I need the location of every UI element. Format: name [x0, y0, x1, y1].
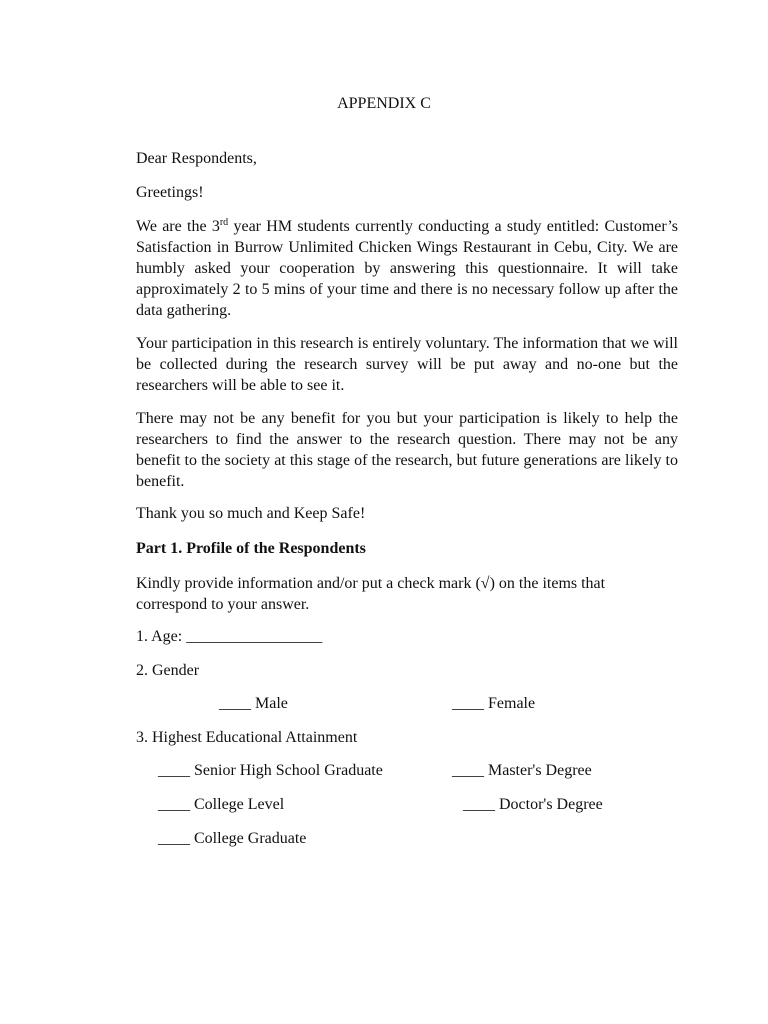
- option-college-level: ____ College Level: [158, 796, 285, 813]
- question-gender: 2. Gender: [136, 662, 200, 679]
- benefit-paragraph: There may not be any benefit for you but your participation is likely to help the researchers to find the answer to the research question. There may not be any benefit to the society at this stage of the research, but future generations are likely to benefit.: [136, 410, 678, 490]
- participation-paragraph: Your participation in this research is entirely voluntary. The information that we will be collected during the research survey will be put away and no-one but the researchers will be able to see it.: [136, 335, 678, 394]
- greeting: Greetings!: [136, 184, 204, 201]
- question-age: 1. Age: _________________: [136, 628, 323, 645]
- salutation: Dear Respondents,: [136, 150, 257, 167]
- appendix-title: APPENDIX C: [337, 95, 431, 112]
- ordinal-superscript: rd: [219, 217, 229, 228]
- intro-paragraph: We are the 3rd year HM students currently conducting a study entitled: Customer’s Satisfaction in Burrow Unlimited Chicken Wings Restaurant in Cebu, City. We are humbly asked your cooperation by answering this questionnaire. It will take approximately 2 to 5 mins of your time and there is no necessary follow up after the data gathering.: [136, 217, 678, 319]
- part1-instruction: Kindly provide information and/or put a check mark (√) on the items that correspond to your answer.: [136, 575, 606, 613]
- option-doctors: ____ Doctor's Degree: [463, 796, 603, 813]
- option-female: ____ Female: [452, 695, 536, 712]
- question-education: 3. Highest Educational Attainment: [136, 729, 358, 746]
- option-college-graduate: ____ College Graduate: [158, 830, 307, 847]
- part1-heading: Part 1. Profile of the Respondents: [136, 540, 366, 557]
- option-senior-high: ____ Senior High School Graduate: [158, 762, 383, 779]
- option-male: ____ Male: [219, 695, 288, 712]
- option-masters: ____ Master's Degree: [452, 762, 592, 779]
- thanks-line: Thank you so much and Keep Safe!: [136, 505, 366, 522]
